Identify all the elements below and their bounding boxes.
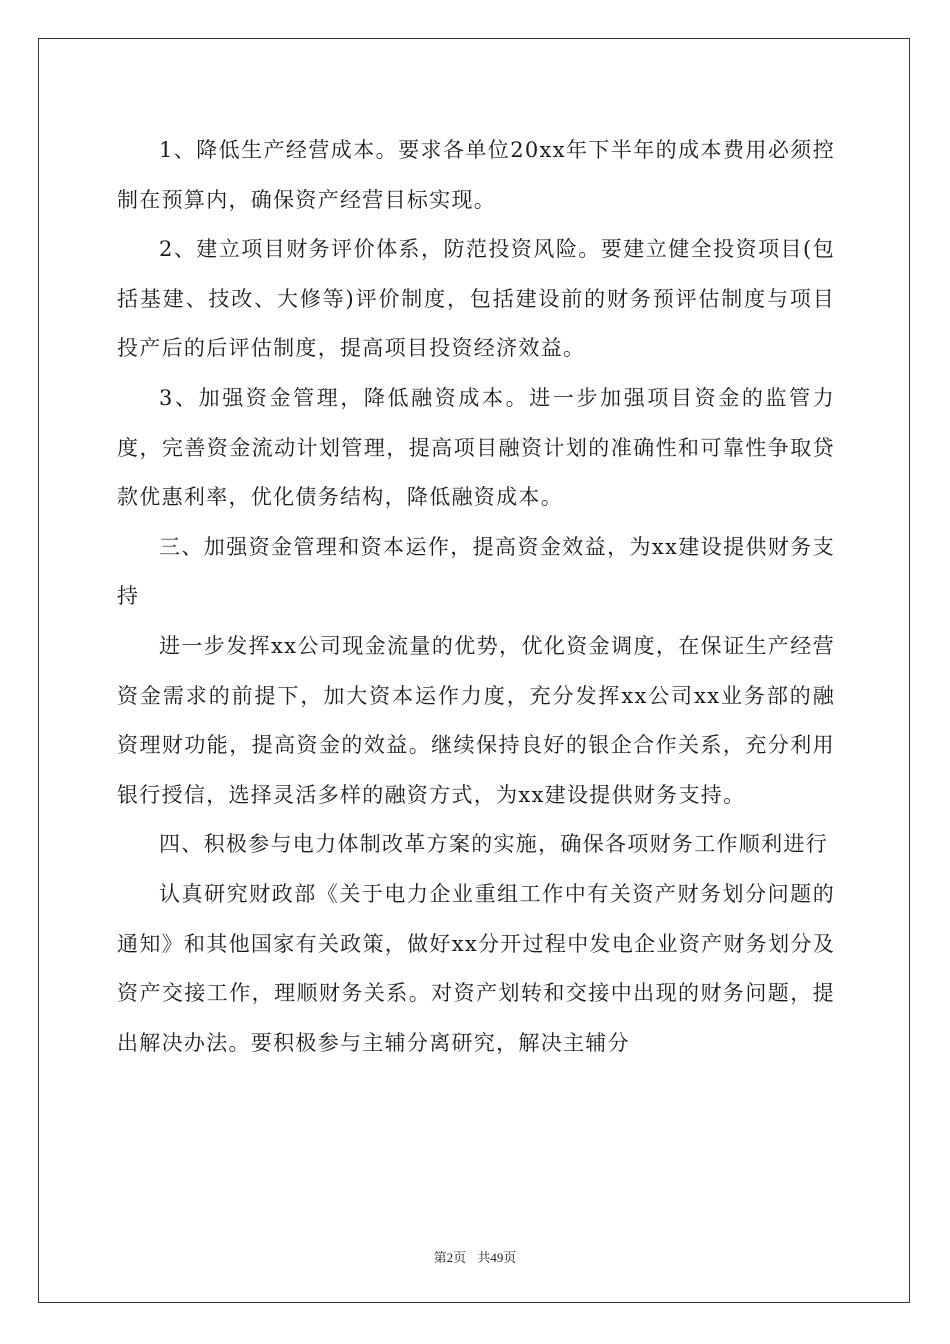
paragraph-1: 1、降低生产经营成本。要求各单位20xx年下半年的成本费用必须控制在预算内，确保资产经营目标实现。 (117, 138, 835, 212)
page-total: 共49页 (477, 1250, 517, 1265)
section-heading-4: 四、积极参与电力体制改革方案的实施，确保各项财务工作顺利进行 (159, 832, 828, 857)
document-body (117, 126, 835, 1068)
page-number: 第2页 (433, 1250, 467, 1265)
page-footer (0, 1247, 950, 1266)
section-heading-3: 三、加强资金管理和资本运作，提高资金效益，为xx建设提供财务支持 (117, 534, 835, 609)
paragraph-2: 2、建立项目财务评价体系，防范投资风险。要建立健全投资项目(包括基建、技改、大修等)评价制度，包括建设前的财务预评估制度与项目投产后的后评估制度，提高项目投资经济效益。 (117, 237, 835, 361)
paragraph-3: 3、加强资金管理，降低融资成本。进一步加强项目资金的监管力度，完善资金流动计划管理，提高项目融资计划的准确性和可靠性争取贷款优惠利率，优化债务结构，降低融资成本。 (117, 385, 835, 510)
paragraph-5: 认真研究财政部《关于电力企业重组工作中有关资产财务划分问题的通知》和其他国家有关政策，做好xx分开过程中发电企业资产财务划分及资产交接工作，理顺财务关系。对资产划转和交接中出现的财务问题，提出解决办法。要积极参与主辅分离研究，解决主辅分 (117, 881, 835, 1055)
paragraph-4: 进一步发挥xx公司现金流量的优势，优化资金调度，在保证生产经营资金需求的前提下，加大资本运作力度，充分发挥xx公司xx业务部的融资理财功能，提高资金的效益。继续保持良好的银企合作关系，充分利用银行授信，选择灵活多样的融资方式，为xx建设提供财务支持。 (117, 633, 835, 807)
